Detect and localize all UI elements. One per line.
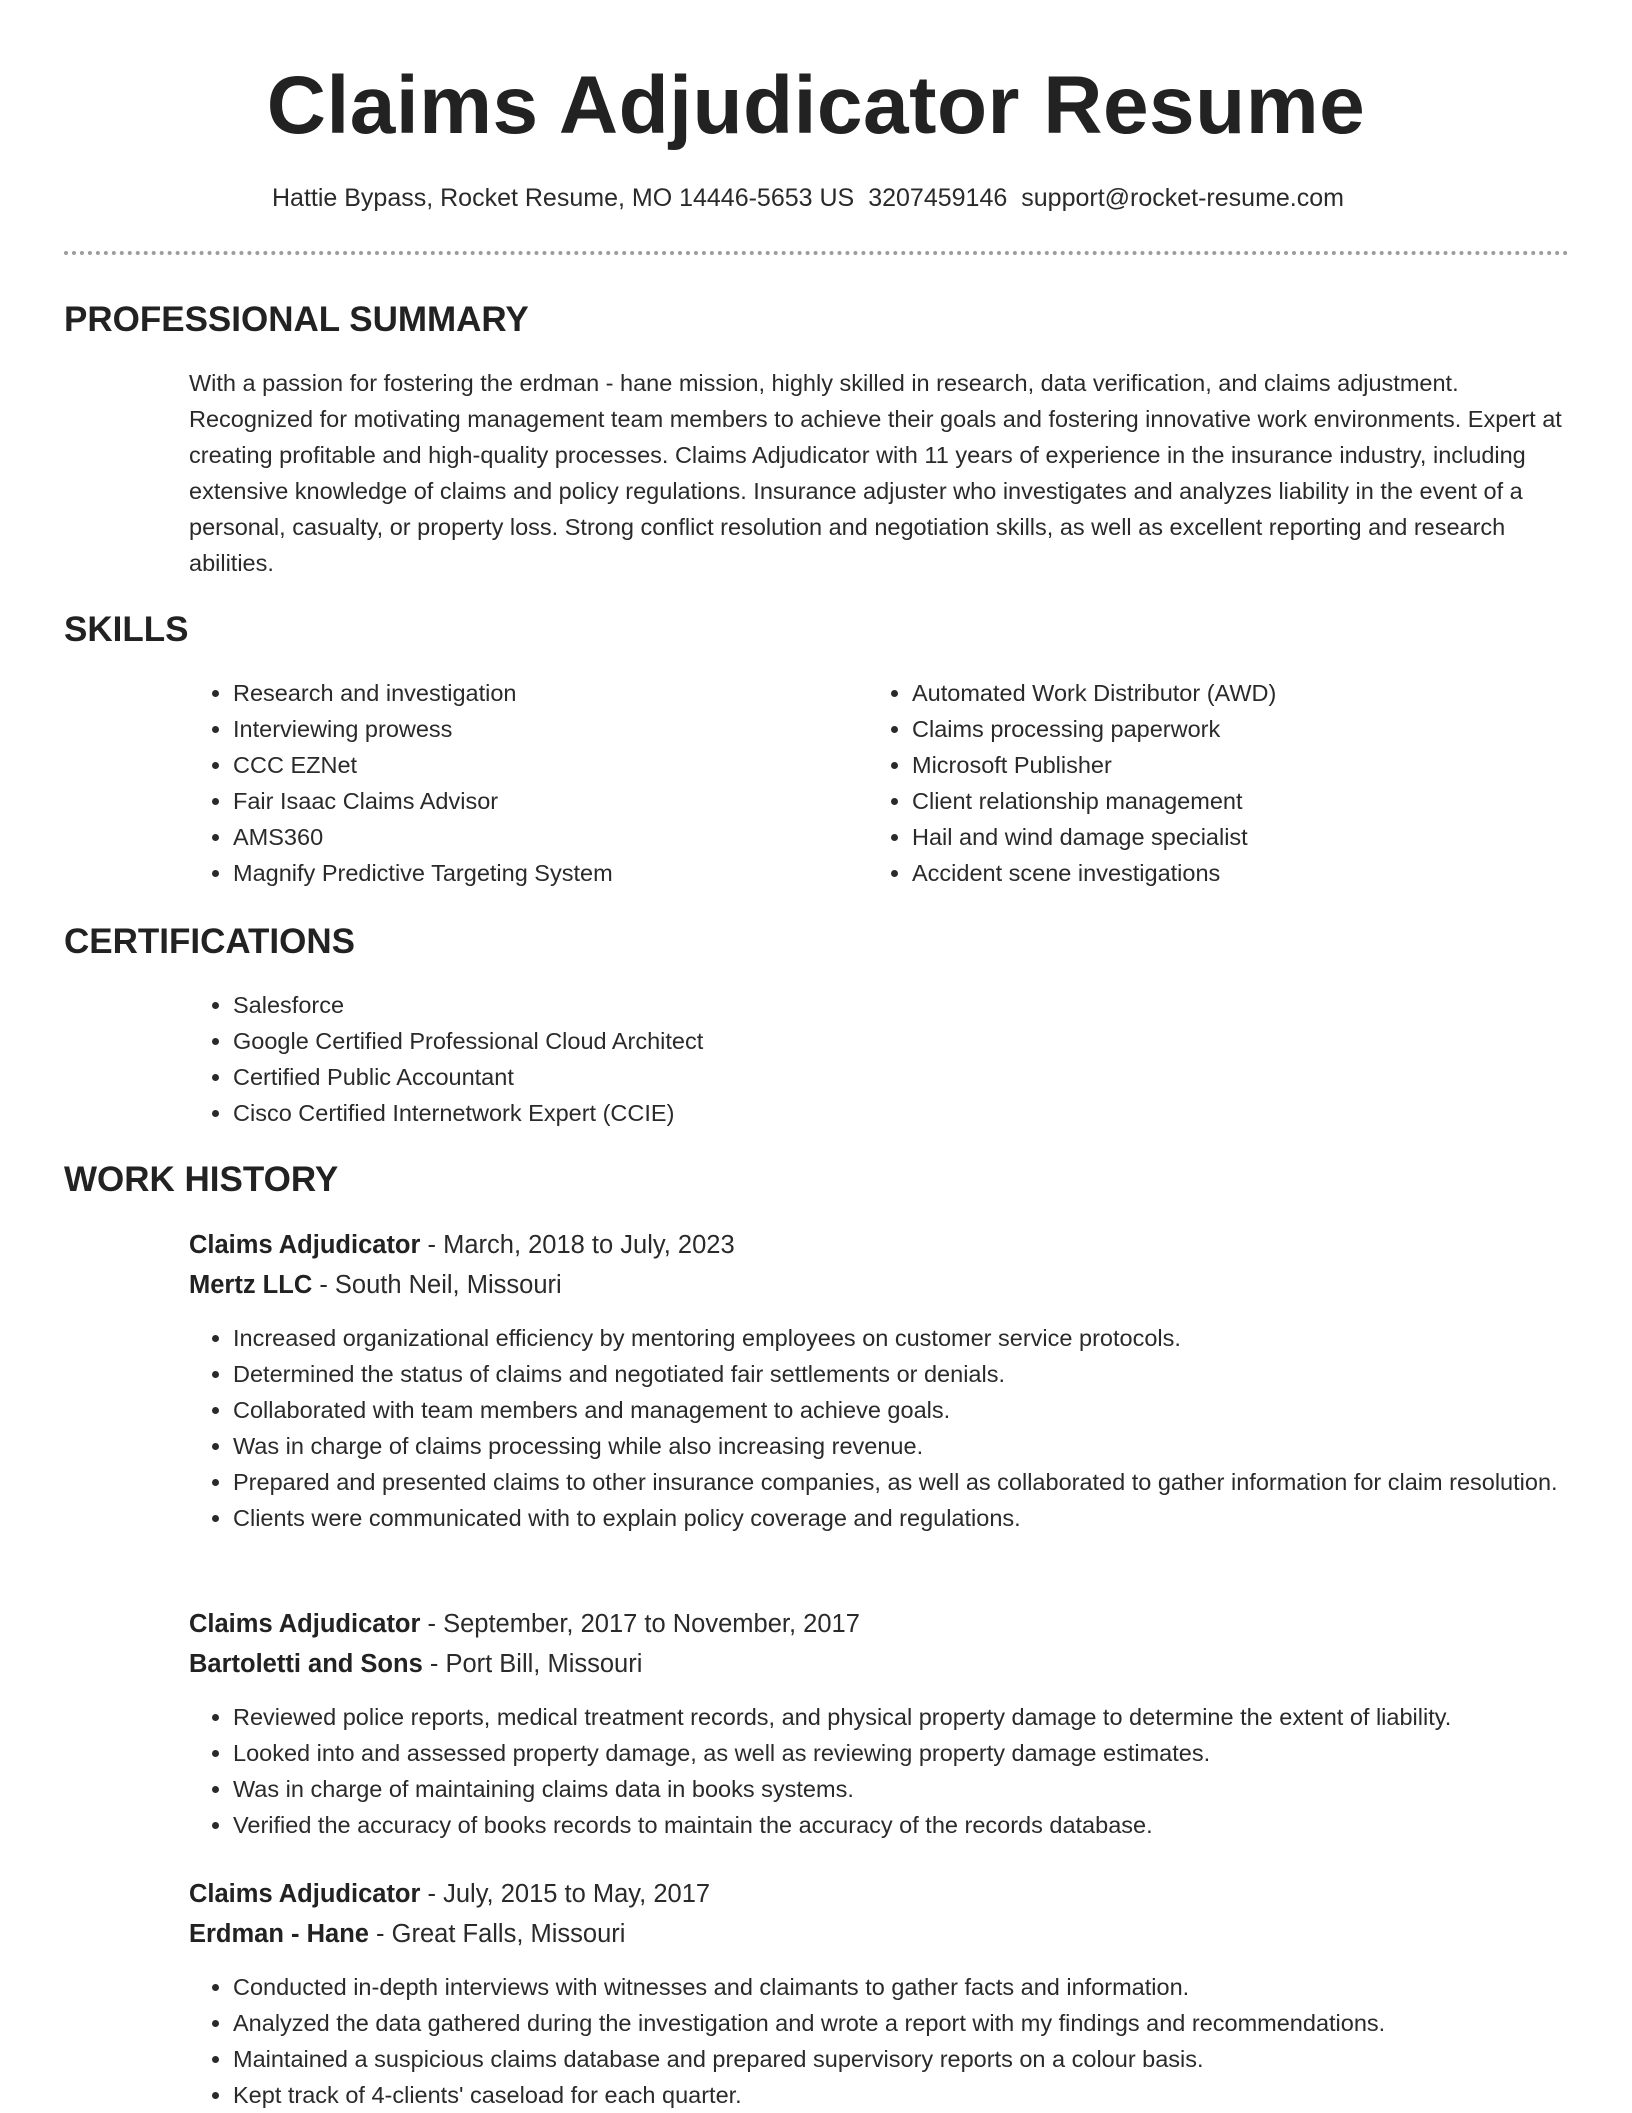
job-bullet: • Kept track of 4-clients' caseload for each quarter. [233, 2077, 1613, 2113]
job-bullet: • Verified the accuracy of books records to maintain the accuracy of the records database. [233, 1807, 1613, 1843]
job-bullet: • Determined the status of claims and negotiated fair settlements or denials. [233, 1356, 1613, 1392]
skill-item: • Microsoft Publisher [912, 747, 1592, 783]
certification-item: • Salesforce [233, 987, 1533, 1023]
header-divider [64, 251, 1569, 255]
job-company: Mertz LLC [189, 1271, 313, 1299]
job-bullet: • Clients were communicated with to explain policy coverage and regulations. [233, 1500, 1613, 1536]
resume-title: Claims Adjudicator Resume [266, 60, 1366, 151]
job-bullet: • Prepared and presented claims to other insurance companies, as well as collaborated to gather information for claim resolution. [233, 1464, 1613, 1500]
job-bullets [189, 1320, 1613, 1536]
skill-item: • Interviewing prowess [233, 711, 853, 747]
certifications-list [189, 987, 1533, 1131]
work-history-heading: WORK HISTORY [64, 1160, 339, 1199]
skill-item: • CCC EZNet [233, 747, 853, 783]
job-title-line [189, 1874, 1569, 1914]
job-title-line [189, 1604, 1569, 1644]
skill-item: • Client relationship management [912, 783, 1592, 819]
job-bullet: • Looked into and assessed property damage, as well as reviewing property damage estimates. [233, 1735, 1613, 1771]
job-dates: - March, 2018 to July, 2023 [420, 1231, 735, 1259]
job-company-line [189, 1644, 1569, 1684]
certification-item: • Cisco Certified Internetwork Expert (CCIE) [233, 1095, 1533, 1131]
job-bullet: • Maintained a suspicious claims database and prepared supervisory reports on a colour basis. [233, 2041, 1613, 2077]
job-title: Claims Adjudicator [189, 1880, 421, 1908]
job-title-line [189, 1225, 1569, 1265]
job-bullets [189, 1699, 1613, 1843]
skill-item: • Claims processing paperwork [912, 711, 1592, 747]
job-bullets [189, 1969, 1613, 2113]
summary-heading: PROFESSIONAL SUMMARY [64, 300, 529, 339]
skill-item: • Research and investigation [233, 675, 853, 711]
job-location: - Port Bill, Missouri [422, 1650, 643, 1678]
job-bullet: • Was in charge of maintaining claims data in books systems. [233, 1771, 1613, 1807]
certification-item: • Certified Public Accountant [233, 1059, 1533, 1095]
job-title: Claims Adjudicator [189, 1231, 421, 1259]
job-title: Claims Adjudicator [189, 1610, 421, 1638]
job-company: Bartoletti and Sons [189, 1650, 423, 1678]
contact-address: Hattie Bypass, Rocket Resume, MO 14446-5653 US [272, 184, 855, 212]
skill-item: • Hail and wind damage specialist [912, 819, 1592, 855]
job-bullet: • Analyzed the data gathered during the investigation and wrote a report with my findings and recommendations. [233, 2005, 1613, 2041]
summary-text: With a passion for fostering the erdman - hane mission, highly skilled in research, data verification, and claims adjustment. Recognized for motivating management team members to achieve their goals and fostering innovative work environments. Expert at creating profitable and high-quality processes. Claims Adjudicator with 11 years of experience in the insurance industry, including extensive knowledge of claims and policy regulations. Insurance adjuster who investigates and analyzes liability in the event of a personal, casualty, or property loss. Strong conflict resolution and negotiation skills, as well as excellent reporting and research abilities. [189, 370, 1562, 576]
certification-item: • Google Certified Professional Cloud Architect [233, 1023, 1533, 1059]
skills-list-left [189, 675, 853, 891]
skill-item: • Accident scene investigations [912, 855, 1592, 891]
skill-item: • Fair Isaac Claims Advisor [233, 783, 853, 819]
job-bullet: • Increased organizational efficiency by mentoring employees on customer service protocols. [233, 1320, 1613, 1356]
contact-email: support@rocket-resume.com [1021, 184, 1344, 212]
job-bullet: • Conducted in-depth interviews with witnesses and claimants to gather facts and information. [233, 1969, 1613, 2005]
job-bullet: • Reviewed police reports, medical treatment records, and physical property damage to determine the extent of liability. [233, 1699, 1613, 1735]
contact-phone: 3207459146 [868, 184, 1008, 212]
skill-item: • Automated Work Distributor (AWD) [912, 675, 1592, 711]
skill-item: • Magnify Predictive Targeting System [233, 855, 853, 891]
contact-line [0, 182, 1616, 214]
job-bullet: • Was in charge of claims processing while also increasing revenue. [233, 1428, 1613, 1464]
job-company-line [189, 1914, 1569, 1954]
skills-heading: SKILLS [64, 610, 189, 649]
job-dates: - July, 2015 to May, 2017 [420, 1880, 711, 1908]
job-location: - South Neil, Missouri [312, 1271, 562, 1299]
job-location: - Great Falls, Missouri [368, 1920, 626, 1948]
job-dates: - September, 2017 to November, 2017 [420, 1610, 860, 1638]
skill-item: • AMS360 [233, 819, 853, 855]
skills-list-right [868, 675, 1592, 891]
certifications-heading: CERTIFICATIONS [64, 922, 356, 961]
job-company: Erdman - Hane [189, 1920, 369, 1948]
job-company-line [189, 1265, 1569, 1305]
job-bullet: • Collaborated with team members and management to achieve goals. [233, 1392, 1613, 1428]
